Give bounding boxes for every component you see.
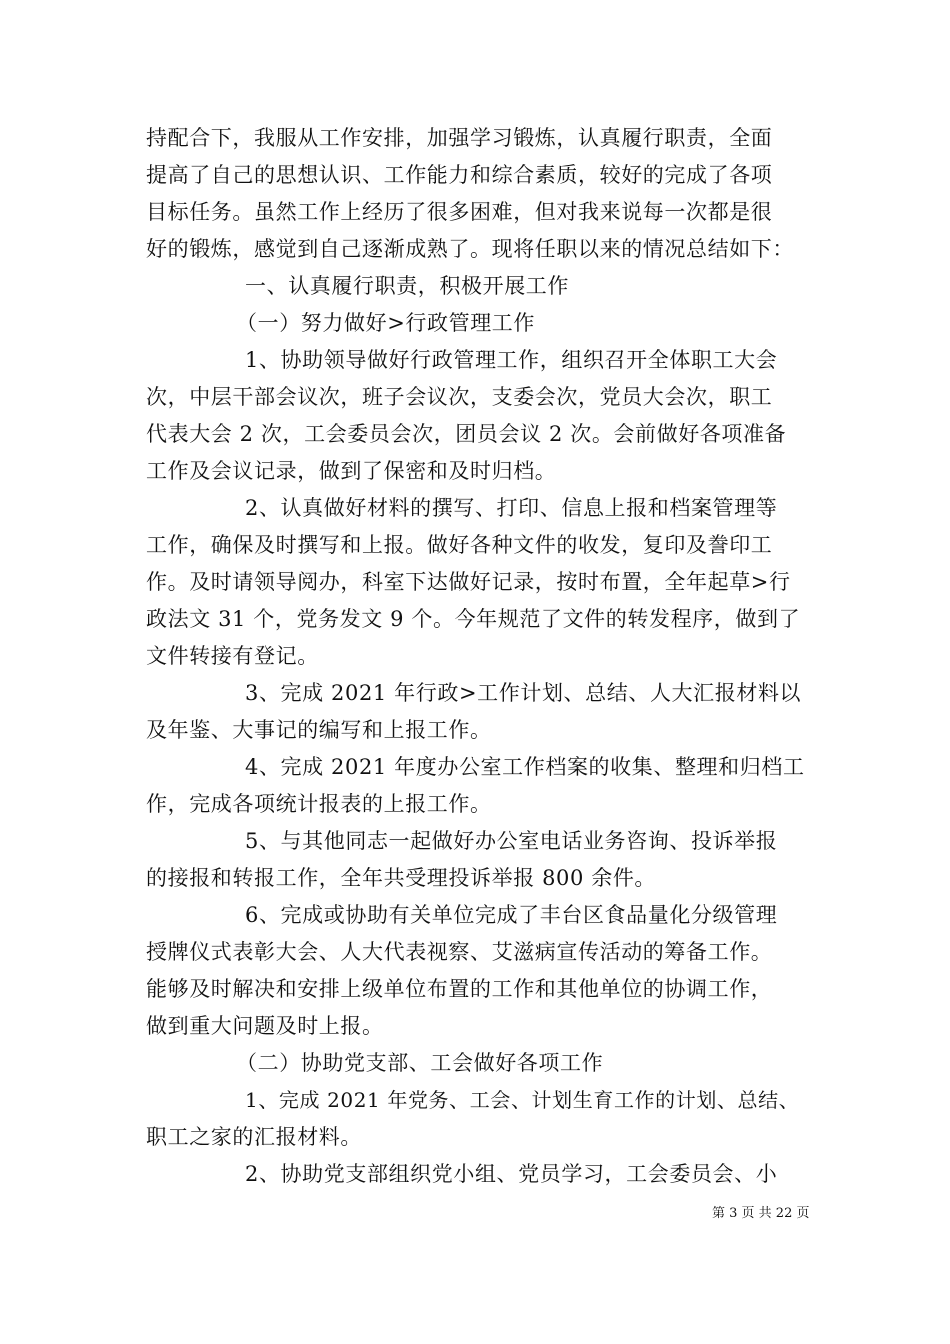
body-text-line: 及年鉴、大事记的编写和上报工作。	[146, 718, 492, 742]
body-text-line: 4、完成 2021 年度办公室工作档案的收集、整理和归档工	[245, 755, 805, 779]
body-text-line: 持配合下，我服从工作安排，加强学习锻炼，认真履行职责，全面	[146, 126, 773, 150]
body-text-line: 3、完成 2021 年行政>工作计划、总结、人大汇报材料以	[245, 681, 802, 705]
subsection-heading: （一）努力做好>行政管理工作	[236, 311, 535, 335]
body-text-line: 1、协助领导做好行政管理工作，组织召开全体职工大会	[245, 348, 778, 372]
body-text-line: 授牌仪式表彰大会、人大代表视察、艾滋病宣传活动的筹备工作。	[146, 940, 773, 964]
body-text-line: 次，中层干部会议次，班子会议次，支委会次，党员大会次，职工	[146, 385, 773, 409]
body-text-line: 提高了自己的思想认识、工作能力和综合素质，较好的完成了各项	[146, 163, 773, 187]
body-text-line: 作，完成各项统计报表的上报工作。	[146, 792, 492, 816]
body-text-line: 政法文 31 个，党务发文 9 个。今年规范了文件的转发程序，做到了	[146, 607, 801, 631]
body-text-line: 能够及时解决和安排上级单位布置的工作和其他单位的协调工作，	[146, 977, 773, 1001]
body-text-line: 做到重大问题及时上报。	[146, 1014, 384, 1038]
body-text-line: 5、与其他同志一起做好办公室电话业务咨询、投诉举报	[245, 829, 778, 853]
body-text-line: 的接报和转报工作，全年共受理投诉举报 800 余件。	[146, 866, 657, 890]
body-text-line: 工作，确保及时撰写和上报。做好各种文件的收发，复印及誊印工	[146, 533, 773, 557]
body-text-line: 文件转接有登记。	[146, 644, 319, 668]
section-heading: 一、认真履行职责，积极开展工作	[245, 274, 569, 298]
body-text-line: 目标任务。虽然工作上经历了很多困难，但对我来说每一次都是很	[146, 200, 773, 224]
subsection-heading: （二）协助党支部、工会做好各项工作	[236, 1051, 604, 1075]
body-text-line: 6、完成或协助有关单位完成了丰台区食品量化分级管理	[245, 903, 778, 927]
page-number-footer: 第 3 页 共 22 页	[712, 1206, 810, 1221]
body-text-line: 2、认真做好材料的撰写、打印、信息上报和档案管理等	[245, 496, 778, 520]
body-text-line: 好的锻炼，感觉到自己逐渐成熟了。现将任职以来的情况总结如下：	[146, 237, 794, 261]
body-text-line: 1、完成 2021 年党务、工会、计划生育工作的计划、总结、	[245, 1088, 800, 1112]
body-text-line: 职工之家的汇报材料。	[146, 1125, 362, 1149]
body-text-line: 工作及会议记录，做到了保密和及时归档。	[146, 459, 557, 483]
body-text-line: 代表大会 2 次，工会委员会次，团员会议 2 次。会前做好各项准备	[146, 422, 787, 446]
body-text-line: 2、协助党支部组织党小组、党员学习，工会委员会、小	[245, 1162, 778, 1186]
body-text-line: 作。及时请领导阅办，科室下达做好记录，按时布置，全年起草>行	[146, 570, 791, 594]
